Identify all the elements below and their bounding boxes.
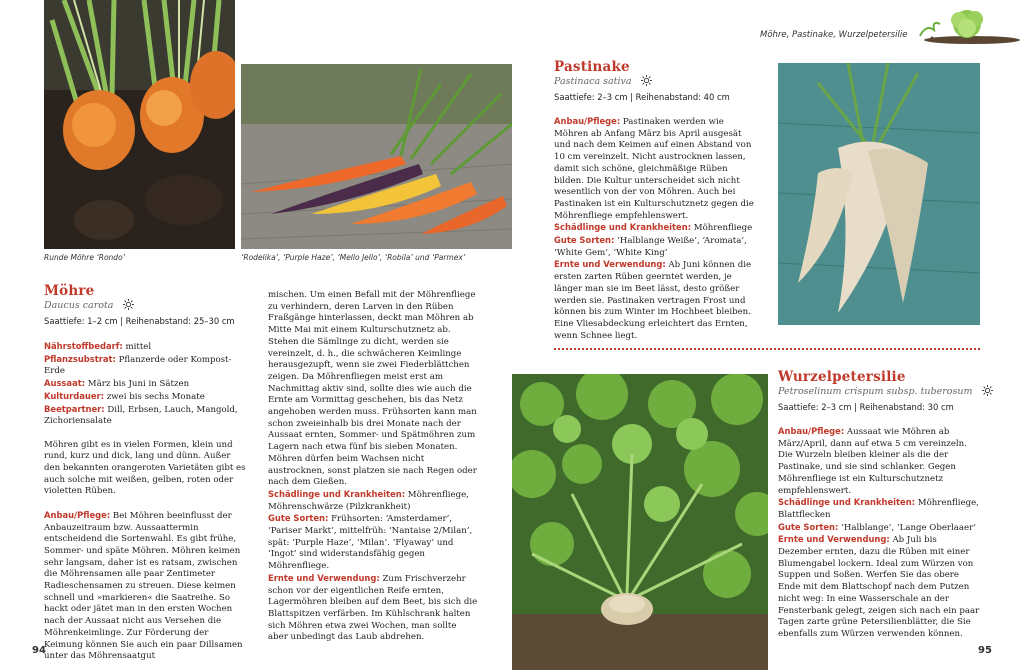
- heading-wurzelpetersilie: Wurzelpetersilie: [778, 369, 906, 385]
- fact-naehrstoff: Nährstoffbedarf: mittel: [44, 341, 152, 352]
- latin-pastinake-text: Pastinaca sativa: [554, 76, 632, 87]
- lettuce-icon: [912, 6, 1020, 50]
- pastinake-column: [554, 116, 758, 342]
- fact-beetpartner: Beetpartner: Dill, Erbsen, Lauch, Mangold, Zichoriensalate: [44, 403, 238, 427]
- wurzelpetersilie-schaedlinge: Schädlinge und Krankheiten: Möhrenfliege, Blattflecken: [778, 497, 979, 520]
- photo-parsnips-image: [778, 63, 980, 325]
- latin-moehre-text: Daucus carota: [44, 300, 114, 311]
- moehre-col2-text: mischen. Um einen Befall mit der Möhrenfliege zu verhindern, deren Larven in den Rüben Fraßgänge hinterlassen, deckt man Möhren ab Mitte Mai mit einem Kulturschutznetz ab. Stehen die Sämlinge zu dicht, werden sie vereinzelt, d. h., die schwächeren Keimlinge herausgezupft, wenn sie zwei Fiederblättchen zeigen. Da Möhrenfliegen meist erst am Nachmittag aktiv sind, sollte dies wie auch die Ernte am Vormittag geschehen, bis das Netz angehoben werden muss. Frühsorten kann man schon zweieinhalb bis drei Monate nach der Aussaat ernten, Sommer- und Spätmöhren zum Lagern nach etwa fünf bis sieben Monaten. Möhren dürfen beim Wachsen nicht austrocknen, sonst platzen sie nach Regen oder nach dem Gießen.: [268, 290, 477, 488]
- pastinake-anbau: Anbau/Pflege: Pastinaken werden wie Möhren ab Anfang März bis April ausgesät und nach dem Keimen auf einen Abstand von 10 cm vereinzelt. Nicht austrocknen lassen, damit sich schöne, gleichmäßige Rüben bilden. Die Kultur unterscheidet sich nicht wesentlich von der von Möhren. Auch bei Pastinaken ist ein Kulturschutznetz gegen die Möhrenfliege empfehlenswert.: [554, 116, 754, 221]
- heading-pastinake: Pastinake: [554, 59, 630, 75]
- caption-photo-round-carrots: Runde Möhre ‘Rondo’: [44, 253, 126, 262]
- moehre-ernte: Ernte und Verwendung: Zum Frischverzehr schon vor der eigentlichen Reife ernten, Lagermöhren bleiben auf dem Beet, bis sich die Blattspitzen verfärben. Im Kühlschrank halten sich Möhren etwa zwei Wochen, man sollte aber unbedingt das Laub abdrehen.: [268, 572, 478, 643]
- moehre-column-2: [268, 290, 478, 644]
- moehre-intro: Möhren gibt es in vielen Formen, klein und rund, kurz und dick, lang und dünn. Außer den bekannten orangeroten Varietäten gibt es auch solche mit weißen, gelben, roten oder violetten Rüben.: [44, 439, 246, 497]
- fact-kulturdauer: Kulturdauer: zwei bis sechs Monate: [44, 390, 205, 402]
- moehre-column-1: [44, 341, 247, 663]
- photo-colorful-carrots-image: [241, 64, 512, 249]
- caption-photo-colorful-carrots: ‘Rodelika’, ‘Purple Haze’, ‘Mello Jello’, ‘Robila’ und ‘Parmex’: [241, 253, 466, 262]
- photo-parsley-root-image: [512, 374, 768, 670]
- photo-round-carrots: [44, 0, 235, 249]
- sun-icon: [641, 75, 652, 89]
- spec-wurzelpetersilie: Saattiefe: 2–3 cm | Reihenabstand: 30 cm: [778, 402, 954, 412]
- latin-wurzelpetersilie-text: Petroselinum crispum subsp. tuberosum: [778, 386, 973, 397]
- moehre-anbau: Anbau/Pflege: Bei Möhren beeinflusst der Anbauzeitraum bzw. Aussaattermin entscheidend die Sortenwahl. Es gibt frühe, Sommer- und späte Möhren. Möhren keimen sehr langsam, daher ist es ratsam, zwischen die Möhrensamen alle paar Zentimeter Radieschensamen zu streuen. Diese keimen schnell und »markieren« die Saatreihe. So hackt oder jätet man in den ersten Wochen nach der Aussaat nicht aus Versehen die Möhrenkeimlinge. Zur Förderung der Keimung können Sie auch ein paar Dillsamen unter das Möhrensaatgut: [44, 509, 243, 662]
- page-number-left: 94: [32, 645, 46, 656]
- photo-round-carrots-image: [44, 0, 235, 249]
- pastinake-ernte: Ernte und Verwendung: Ab Juni können die ersten zarten Rüben geerntet werden, je länger man sie im Beet lässt, desto größer werden sie. Pastinaken vertragen Frost und können bis zum Winter im Hochbeet bleiben. Eine Vliesabdeckung erleichtert das Ernten, wenn Schnee liegt.: [554, 259, 752, 341]
- photo-parsnips: [778, 63, 980, 325]
- wurzelpetersilie-anbau: Anbau/Pflege: Aussaat wie Möhren ab März/April, dann auf etwa 5 cm vereinzeln. Die Wurzeln bleiben kleiner als die der Pastinake, und sie sind schlanker. Gegen Möhrenfliege ist ein Kulturschutznetz empfehlenswert.: [778, 426, 967, 496]
- pastinake-sorten: Gute Sorten: ‘Halblange Weiße’, ‘Aromata’, ‘White Gem’, ‘White King’: [554, 235, 747, 258]
- section-divider: [554, 348, 980, 350]
- latin-moehre: [44, 299, 134, 313]
- running-header: Möhre, Pastinake, Wurzelpetersilie: [760, 30, 908, 40]
- page-number-right: 95: [978, 645, 992, 656]
- latin-wurzelpetersilie: [778, 385, 993, 399]
- pastinake-schaedlinge: Schädlinge und Krankheiten: Möhrenfliege: [554, 222, 753, 234]
- heading-moehre: Möhre: [44, 283, 95, 299]
- photo-parsley-root: [512, 374, 768, 670]
- sun-icon: [982, 385, 993, 399]
- moehre-sorten: Gute Sorten: Frühsorten: ‘Amsterdamer’, ‘Pariser Markt’, mittelfrüh: ‘Nantaise 2/Milan’, spät: ‘Purple Haze’, ‘Milan’. ‘Flyaway’ und ‘Ingot’ sind widerstandsfähig gegen Möhrenfliege.: [268, 513, 473, 572]
- latin-pastinake: [554, 75, 652, 89]
- photo-colorful-carrots: [241, 64, 512, 249]
- spec-pastinake: Saattiefe: 2–3 cm | Reihenabstand: 40 cm: [554, 92, 730, 102]
- sun-icon: [123, 299, 134, 313]
- wurzelpetersilie-ernte: Ernte und Verwendung: Ab Juli bis Dezember ernten, dazu die Rüben mit einer Blumengabel lockern. Ideal zum Würzen von Suppen und Soßen. Werfen Sie das obere Ende mit dem Blattschopf nach dem Putzen nicht weg: In eine Wasserschale an der Fensterbank gelegt, zeigen sich nach ein paar Tagen zarte grüne Petersilienblätter, die Sie ebenfalls zum Würzen verwenden können.: [778, 534, 980, 639]
- wurzelpetersilie-column: [778, 426, 981, 641]
- moehre-schaedlinge: Schädlinge und Krankheiten: Möhrenfliege, Möhrenschwärze (Pilzkrankheit): [268, 488, 469, 512]
- fact-aussaat: Aussaat: März bis Juni in Sätzen: [44, 378, 190, 390]
- fact-substrat: Pflanzsubstrat: Pflanzerde oder Kompost-Erde: [44, 353, 232, 377]
- spec-moehre: Saattiefe: 1–2 cm | Reihenabstand: 25–30 cm: [44, 316, 235, 326]
- wurzelpetersilie-sorten: Gute Sorten: ‘Halblange’, ‘Lange Oberlaaer’: [778, 521, 976, 533]
